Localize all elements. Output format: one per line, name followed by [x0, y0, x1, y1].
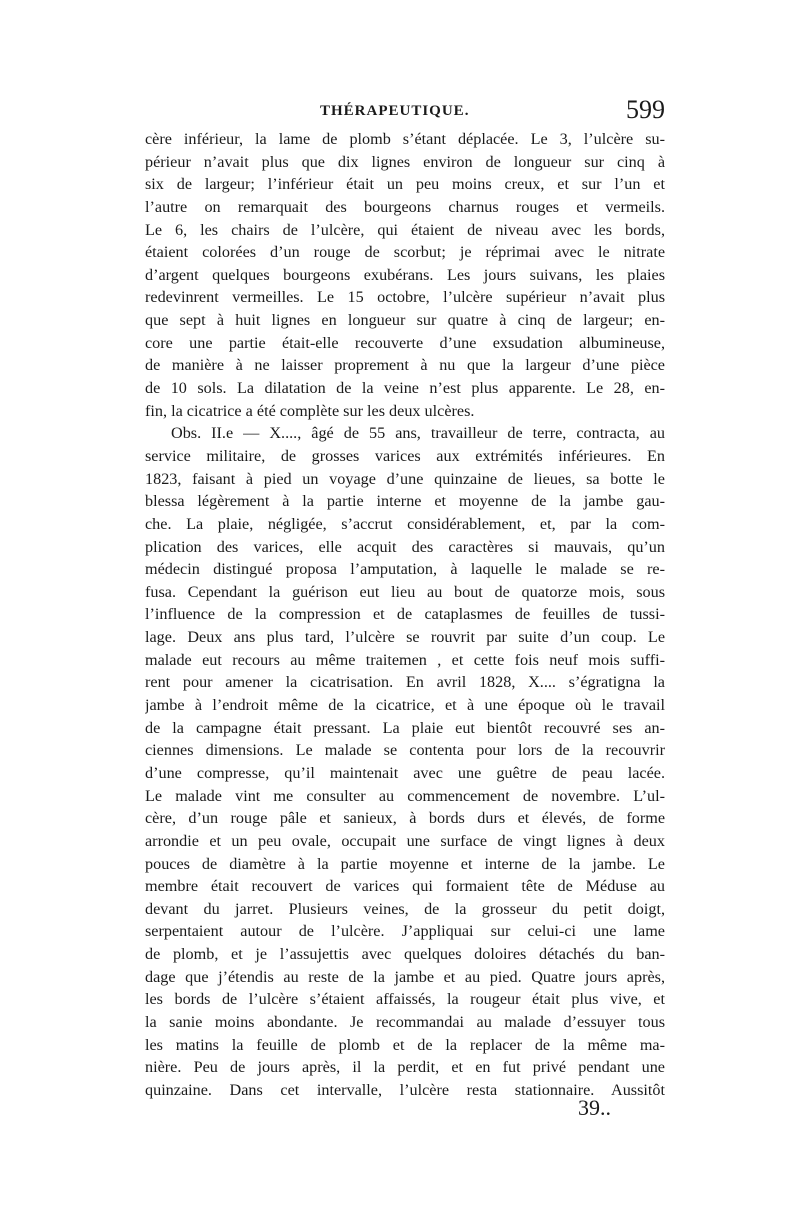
- text-line: d’une compresse, qu’il maintenait avec une guêtre de peau lacée.: [145, 763, 665, 782]
- text-line: nière. Peu de jours après, il la perdit, et en fut privé pendant une: [145, 1058, 665, 1077]
- text-line: plication des varices, elle acquit des caractères si mauvais, qu’un: [145, 537, 665, 556]
- text-line: quinzaine. Dans cet intervalle, l’ulcère resta stationnaire. Aussitôt: [145, 1080, 665, 1099]
- text-line: de la campagne était pressant. La plaie eut bientôt recouvré ses an-: [145, 718, 665, 737]
- running-title: THÉRAPEUTIQUE.: [320, 103, 470, 119]
- text-line: Le malade vint me consulter au commencement de novembre. L’ul-: [145, 786, 665, 805]
- text-line: membre était recouvert de varices qui formaient tête de Méduse au: [145, 877, 665, 896]
- text-line: arrondie et un peu ovale, occupait une surface de vingt lignes à deux: [145, 831, 665, 850]
- text-line: pouces de diamètre à la partie moyenne et interne de la jambe. Le: [145, 854, 665, 873]
- text-line: d’argent quelques bourgeons exubérans. Les jours suivans, les plaies: [145, 265, 665, 284]
- text-line: de 10 sols. La dilatation de la veine n’est plus apparente. Le 28, en-: [145, 379, 665, 398]
- text-line: médecin distingué proposa l’amputation, à laquelle le malade se re-: [145, 560, 665, 579]
- text-line: devant du jarret. Plusieurs veines, de la grosseur du petit doigt,: [145, 899, 665, 918]
- text-line: fin, la cicatrice a été complète sur les deux ulcères.: [145, 401, 475, 420]
- text-line: de manière à ne laisser proprement à nu que la largeur d’une pièce: [145, 356, 665, 375]
- text-line: core une partie était-elle recouverte d’une exsudation albumineuse,: [145, 333, 665, 352]
- text-line-observation-start: Obs. II.e — X...., âgé de 55 ans, travailleur de terre, contracta, au: [171, 424, 665, 443]
- text-line: jambe à l’endroit même de la cicatrice, et à une époque où le travail: [145, 696, 665, 715]
- text-line: blessa légèrement à la partie interne et moyenne de la jambe gau-: [145, 492, 665, 511]
- text-line: 1823, faisant à pied un voyage d’une quinzaine de lieues, sa botte le: [145, 469, 665, 488]
- text-line: serpentaient autour de l’ulcère. J’appliquai sur celui-ci une lame: [145, 922, 665, 941]
- text-line: la sanie moins abondante. Je recommandai au malade d’essuyer tous: [145, 1012, 665, 1031]
- text-line: che. La plaie, négligée, s’accrut considérablement, et, par la com-: [145, 514, 665, 533]
- page-number: 599: [626, 95, 665, 124]
- text-line: les matins la feuille de plomb et de la replacer de la même ma-: [145, 1035, 665, 1054]
- text-line: redevinrent vermeilles. Le 15 octobre, l’ulcère supérieur n’avait plus: [145, 288, 665, 307]
- text-line: les bords de l’ulcère s’étaient affaissés, la rougeur était plus vive, et: [145, 990, 665, 1009]
- text-line: rent pour amener la cicatrisation. En avril 1828, X.... s’égratigna la: [145, 673, 665, 692]
- signature-mark: 39..: [578, 1095, 611, 1120]
- text-line: lage. Deux ans plus tard, l’ulcère se rouvrit par suite d’un coup. Le: [145, 628, 665, 647]
- text-line: périeur n’avait plus que dix lignes environ de longueur sur cinq à: [145, 152, 665, 171]
- text-line: service militaire, de grosses varices aux extrémités inférieures. En: [145, 446, 665, 465]
- text-line: l’autre on remarquait des bourgeons charnus rouges et vermeils.: [145, 197, 665, 216]
- text-line: étaient colorées d’un rouge de scorbut; je réprimai avec le nitrate: [145, 243, 665, 262]
- text-line: l’influence de la compression et de cataplasmes de feuilles de tussi-: [145, 605, 665, 624]
- text-line: fusa. Cependant la guérison eut lieu au bout de quatorze mois, sous: [145, 582, 665, 601]
- text-line: que sept à huit lignes en longueur sur quatre à cinq de largeur; en-: [145, 311, 665, 330]
- running-head: [145, 95, 665, 129]
- text-line: de plomb, et je l’assujettis avec quelques doloires détachés du ban-: [145, 945, 665, 964]
- text-line: Le 6, les chairs de l’ulcère, qui étaient de niveau avec les bords,: [145, 220, 665, 239]
- text-line: cère inférieur, la lame de plomb s’étant déplacée. Le 3, l’ulcère su-: [145, 130, 665, 148]
- text-line: six de largeur; l’inférieur était un peu moins creux, et sur l’un et: [145, 175, 665, 194]
- text-line: malade eut recours au même traitemen , et cette fois neuf mois suffi-: [145, 650, 665, 669]
- text-line: cère, d’un rouge pâle et sanieux, à bords durs et élevés, de forme: [145, 809, 665, 828]
- text-line: ciennes dimensions. Le malade se contenta pour lors de la recouvrir: [145, 741, 665, 760]
- text-line: dage que j’étendis au reste de la jambe et au pied. Quatre jours après,: [145, 967, 665, 986]
- body-text: [145, 128, 665, 1102]
